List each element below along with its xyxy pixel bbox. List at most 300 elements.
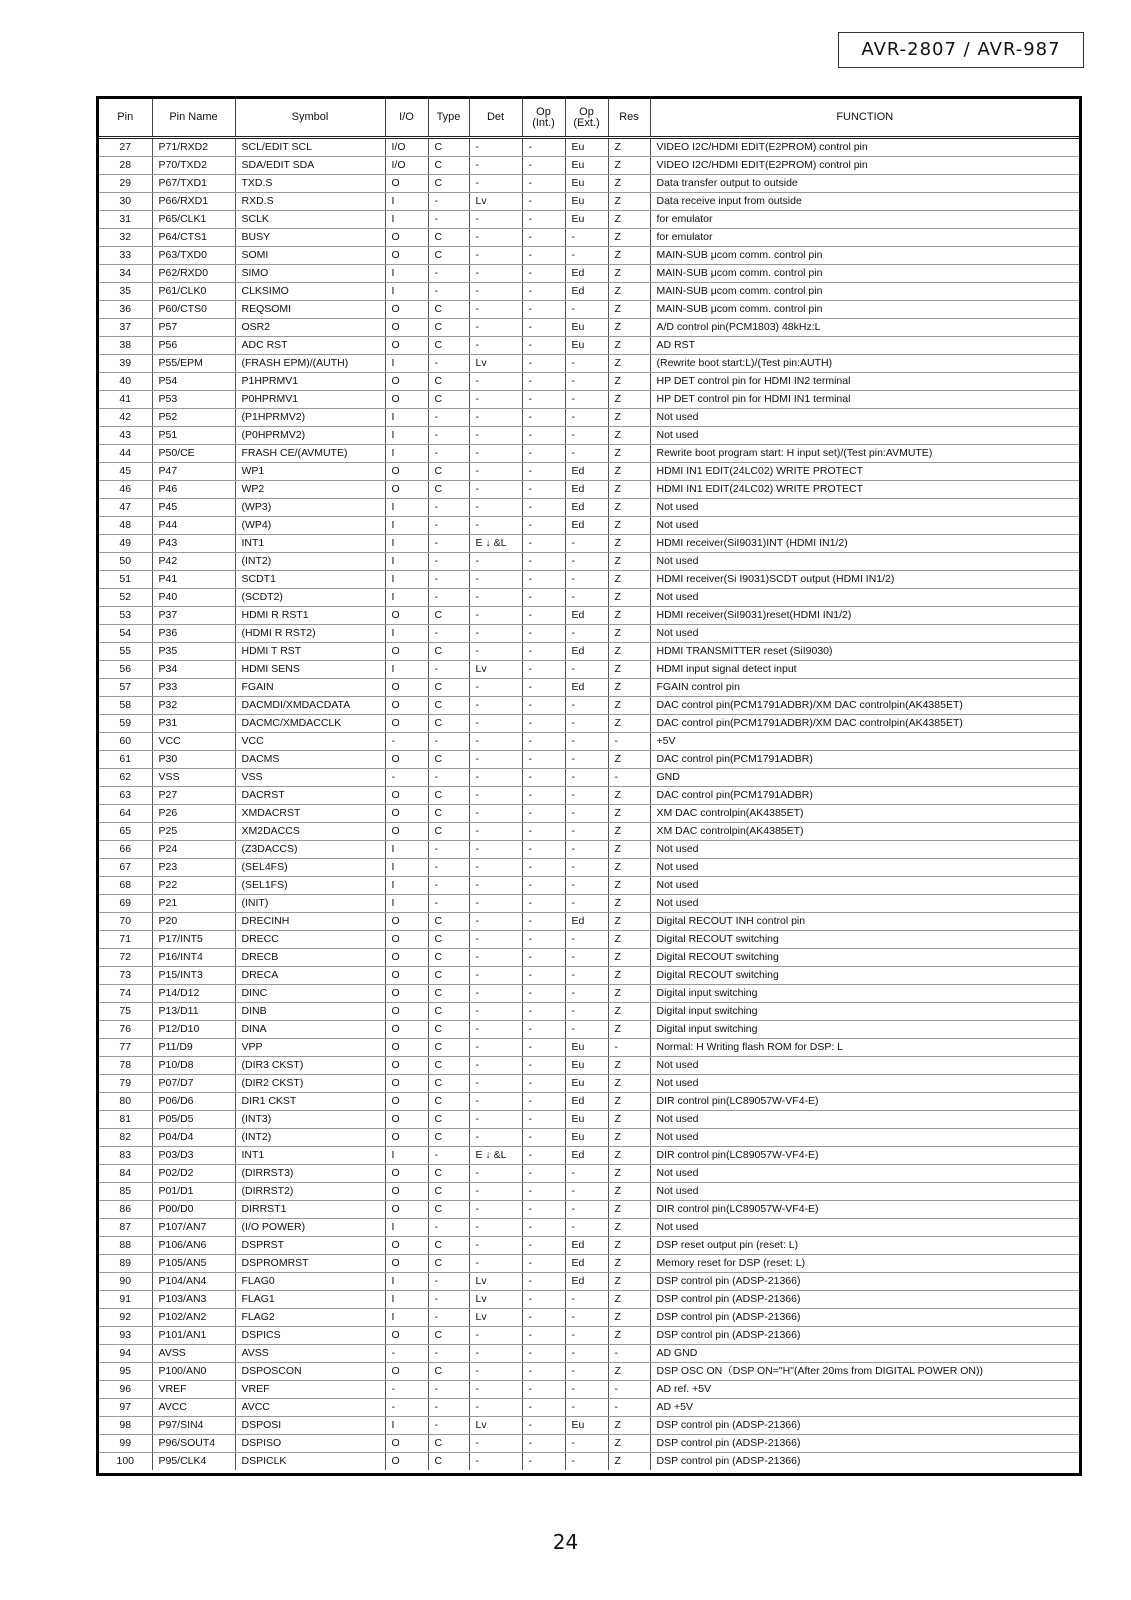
cell-type: C [428, 1003, 469, 1021]
cell-function: VIDEO I2C/HDMI EDIT(E2PROM) control pin [650, 157, 1079, 175]
cell-pin: 71 [99, 931, 152, 949]
cell-pin: 95 [99, 1363, 152, 1381]
cell-type: C [428, 1021, 469, 1039]
cell-op-ext: - [565, 715, 608, 733]
cell-symbol: (HDMI R RST2) [235, 625, 385, 643]
cell-pin-name: P11/D9 [152, 1039, 235, 1057]
cell-pin: 83 [99, 1147, 152, 1165]
cell-op-ext: - [565, 769, 608, 787]
cell-op-ext: - [565, 445, 608, 463]
cell-det: - [469, 229, 522, 247]
cell-op-int: - [522, 247, 565, 265]
cell-det: - [469, 481, 522, 499]
table-row [99, 481, 1079, 499]
cell-res: Z [608, 1309, 650, 1327]
cell-res: Z [608, 301, 650, 319]
cell-det: - [469, 787, 522, 805]
cell-pin: 35 [99, 283, 152, 301]
cell-io: O [385, 805, 428, 823]
cell-det: - [469, 373, 522, 391]
cell-det: - [469, 409, 522, 427]
cell-op-int: - [522, 1363, 565, 1381]
cell-op-ext: - [565, 1165, 608, 1183]
cell-function: Not used [650, 859, 1079, 877]
table-row [99, 625, 1079, 643]
cell-type: C [428, 1057, 469, 1075]
cell-function: AD ref. +5V [650, 1381, 1079, 1399]
table-row [99, 1219, 1079, 1237]
table-row [99, 1111, 1079, 1129]
cell-op-ext: Ed [565, 679, 608, 697]
cell-symbol: (I/O POWER) [235, 1219, 385, 1237]
table-row [99, 787, 1079, 805]
cell-res: Z [608, 1273, 650, 1291]
cell-function: DSP control pin (ADSP-21366) [650, 1435, 1079, 1453]
cell-type: - [428, 895, 469, 913]
cell-op-ext: - [565, 427, 608, 445]
cell-det: - [469, 571, 522, 589]
cell-symbol: DRECA [235, 967, 385, 985]
cell-pin-name: P00/D0 [152, 1201, 235, 1219]
cell-io: O [385, 229, 428, 247]
cell-pin-name: P15/INT3 [152, 967, 235, 985]
cell-pin-name: AVCC [152, 1399, 235, 1417]
cell-symbol: (FRASH EPM)/(AUTH) [235, 355, 385, 373]
cell-function: Not used [650, 841, 1079, 859]
table-row [99, 1183, 1079, 1201]
cell-pin: 86 [99, 1201, 152, 1219]
cell-pin-name: P53 [152, 391, 235, 409]
cell-res: Z [608, 157, 650, 175]
cell-op-int: - [522, 1021, 565, 1039]
table-row [99, 1273, 1079, 1291]
cell-pin: 51 [99, 571, 152, 589]
cell-symbol: DACMS [235, 751, 385, 769]
cell-io: I [385, 589, 428, 607]
cell-pin-name: P57 [152, 319, 235, 337]
cell-det: - [469, 841, 522, 859]
cell-io: O [385, 1453, 428, 1471]
cell-det: - [469, 895, 522, 913]
cell-symbol: VCC [235, 733, 385, 751]
cell-pin: 90 [99, 1273, 152, 1291]
cell-det: - [469, 1039, 522, 1057]
cell-op-ext: - [565, 1291, 608, 1309]
cell-det: - [469, 1237, 522, 1255]
table-row [99, 373, 1079, 391]
cell-symbol: (P0HPRMV2) [235, 427, 385, 445]
cell-det: - [469, 985, 522, 1003]
cell-type: - [428, 1399, 469, 1417]
cell-io: O [385, 607, 428, 625]
cell-symbol: (INT2) [235, 553, 385, 571]
cell-pin: 84 [99, 1165, 152, 1183]
cell-op-ext: Eu [565, 211, 608, 229]
cell-symbol: SOMI [235, 247, 385, 265]
table-row [99, 427, 1079, 445]
cell-pin: 42 [99, 409, 152, 427]
cell-pin-name: P95/CLK4 [152, 1453, 235, 1471]
cell-op-int: - [522, 1003, 565, 1021]
cell-symbol: DINB [235, 1003, 385, 1021]
cell-pin-name: P03/D3 [152, 1147, 235, 1165]
cell-type: - [428, 265, 469, 283]
cell-function: Not used [650, 1111, 1079, 1129]
cell-op-int: - [522, 1111, 565, 1129]
cell-pin: 54 [99, 625, 152, 643]
cell-res: Z [608, 823, 650, 841]
cell-det: - [469, 1327, 522, 1345]
cell-det: - [469, 625, 522, 643]
cell-pin: 52 [99, 589, 152, 607]
cell-det: - [469, 463, 522, 481]
cell-function: Digital RECOUT INH control pin [650, 913, 1079, 931]
cell-pin: 65 [99, 823, 152, 841]
cell-det: - [469, 1021, 522, 1039]
cell-function: Data transfer output to outside [650, 175, 1079, 193]
table-row [99, 769, 1079, 787]
cell-io: I [385, 427, 428, 445]
cell-io: I [385, 355, 428, 373]
table-header-row [99, 99, 1079, 138]
cell-det: - [469, 877, 522, 895]
cell-det: - [469, 1345, 522, 1363]
table-row [99, 877, 1079, 895]
cell-symbol: XMDACRST [235, 805, 385, 823]
cell-io: O [385, 1255, 428, 1273]
cell-symbol: VPP [235, 1039, 385, 1057]
cell-symbol: DACMC/XMDACCLK [235, 715, 385, 733]
cell-pin: 58 [99, 697, 152, 715]
cell-op-int: - [522, 301, 565, 319]
table-row [99, 1039, 1079, 1057]
cell-det: Lv [469, 1309, 522, 1327]
table-row [99, 697, 1079, 715]
cell-det: - [469, 301, 522, 319]
cell-res: Z [608, 1021, 650, 1039]
cell-res: Z [608, 967, 650, 985]
cell-res: Z [608, 607, 650, 625]
cell-op-ext: Eu [565, 1057, 608, 1075]
cell-pin-name: P62/RXD0 [152, 265, 235, 283]
cell-pin: 50 [99, 553, 152, 571]
cell-io: I [385, 517, 428, 535]
cell-io: I [385, 1219, 428, 1237]
table-row [99, 1435, 1079, 1453]
cell-symbol: WP2 [235, 481, 385, 499]
cell-symbol: FRASH CE/(AVMUTE) [235, 445, 385, 463]
cell-type: C [428, 175, 469, 193]
table-row [99, 138, 1079, 157]
cell-io: O [385, 481, 428, 499]
table-row [99, 175, 1079, 193]
cell-op-ext: - [565, 697, 608, 715]
cell-res: Z [608, 247, 650, 265]
cell-op-int: - [522, 175, 565, 193]
cell-res: Z [608, 265, 650, 283]
cell-symbol: DACMDI/XMDACDATA [235, 697, 385, 715]
cell-det: Lv [469, 661, 522, 679]
cell-type: C [428, 1093, 469, 1111]
cell-pin-name: P32 [152, 697, 235, 715]
cell-pin: 45 [99, 463, 152, 481]
cell-symbol: (SEL1FS) [235, 877, 385, 895]
table-row [99, 841, 1079, 859]
cell-function: HDMI IN1 EDIT(24LC02) WRITE PROTECT [650, 481, 1079, 499]
cell-pin-name: P65/CLK1 [152, 211, 235, 229]
cell-pin: 48 [99, 517, 152, 535]
cell-res: - [608, 1345, 650, 1363]
cell-symbol: RXD.S [235, 193, 385, 211]
cell-function: DSP control pin (ADSP-21366) [650, 1417, 1079, 1435]
cell-function: Digital input switching [650, 1003, 1079, 1021]
cell-pin-name: P17/INT5 [152, 931, 235, 949]
cell-type: C [428, 1111, 469, 1129]
cell-pin: 100 [99, 1453, 152, 1471]
cell-pin: 29 [99, 175, 152, 193]
cell-function: HDMI receiver(SiI9031)reset(HDMI IN1/2) [650, 607, 1079, 625]
cell-det: - [469, 427, 522, 445]
cell-pin: 82 [99, 1129, 152, 1147]
cell-op-ext: - [565, 1363, 608, 1381]
cell-io: O [385, 1093, 428, 1111]
cell-function: HDMI receiver(SiI9031)INT (HDMI IN1/2) [650, 535, 1079, 553]
cell-op-ext: Ed [565, 481, 608, 499]
cell-symbol: (INT3) [235, 1111, 385, 1129]
cell-symbol: OSR2 [235, 319, 385, 337]
cell-function: Not used [650, 427, 1079, 445]
cell-pin-name: P06/D6 [152, 1093, 235, 1111]
cell-det: Lv [469, 355, 522, 373]
cell-function: (Rewrite boot start:L)/(Test pin:AUTH) [650, 355, 1079, 373]
cell-pin-name: P02/D2 [152, 1165, 235, 1183]
cell-io: I [385, 661, 428, 679]
cell-type: - [428, 535, 469, 553]
cell-res: Z [608, 391, 650, 409]
cell-op-ext: - [565, 877, 608, 895]
table-row [99, 1399, 1079, 1417]
cell-pin-name: P30 [152, 751, 235, 769]
cell-pin-name: P20 [152, 913, 235, 931]
cell-type: C [428, 1165, 469, 1183]
cell-res: - [608, 1381, 650, 1399]
cell-det: - [469, 715, 522, 733]
cell-det: - [469, 265, 522, 283]
cell-res: Z [608, 1255, 650, 1273]
cell-op-ext: - [565, 895, 608, 913]
cell-pin: 32 [99, 229, 152, 247]
cell-op-int: - [522, 517, 565, 535]
cell-function: DSP OSC ON（DSP ON="H"(After 20ms from DIGITAL POWER ON)) [650, 1363, 1079, 1381]
cell-function: VIDEO I2C/HDMI EDIT(E2PROM) control pin [650, 138, 1079, 157]
cell-pin: 75 [99, 1003, 152, 1021]
cell-function: Not used [650, 589, 1079, 607]
table-row [99, 823, 1079, 841]
cell-io: O [385, 697, 428, 715]
cell-det: - [469, 1129, 522, 1147]
cell-io: O [385, 1165, 428, 1183]
cell-op-ext: - [565, 301, 608, 319]
cell-pin-name: P46 [152, 481, 235, 499]
cell-pin: 38 [99, 337, 152, 355]
cell-det: - [469, 805, 522, 823]
cell-det: - [469, 445, 522, 463]
cell-op-int: - [522, 1381, 565, 1399]
cell-op-int: - [522, 589, 565, 607]
cell-res: Z [608, 373, 650, 391]
cell-res: Z [608, 1165, 650, 1183]
cell-pin-name: P97/SIN4 [152, 1417, 235, 1435]
cell-res: Z [608, 1129, 650, 1147]
cell-pin-name: P22 [152, 877, 235, 895]
cell-function: DSP control pin (ADSP-21366) [650, 1327, 1079, 1345]
cell-pin: 91 [99, 1291, 152, 1309]
cell-res: Z [608, 463, 650, 481]
cell-type: - [428, 1273, 469, 1291]
cell-res: Z [608, 1057, 650, 1075]
cell-type: - [428, 517, 469, 535]
cell-io: I [385, 1273, 428, 1291]
cell-symbol: VREF [235, 1381, 385, 1399]
cell-function: GND [650, 769, 1079, 787]
cell-symbol: (WP3) [235, 499, 385, 517]
cell-det: - [469, 733, 522, 751]
cell-op-int: - [522, 391, 565, 409]
cell-op-ext: Ed [565, 643, 608, 661]
cell-pin: 46 [99, 481, 152, 499]
cell-det: - [469, 1075, 522, 1093]
cell-io: O [385, 1039, 428, 1057]
cell-pin: 43 [99, 427, 152, 445]
cell-io: O [385, 715, 428, 733]
cell-symbol: HDMI SENS [235, 661, 385, 679]
table-row [99, 1147, 1079, 1165]
cell-op-int: - [522, 1201, 565, 1219]
cell-pin: 67 [99, 859, 152, 877]
cell-op-int: - [522, 265, 565, 283]
cell-op-ext: - [565, 1435, 608, 1453]
cell-pin-name: P16/INT4 [152, 949, 235, 967]
table-row [99, 643, 1079, 661]
cell-pin: 69 [99, 895, 152, 913]
cell-type: C [428, 481, 469, 499]
cell-op-ext: - [565, 985, 608, 1003]
cell-res: Z [608, 661, 650, 679]
cell-symbol: DIR1 CKST [235, 1093, 385, 1111]
cell-det: - [469, 1363, 522, 1381]
table-row [99, 1363, 1079, 1381]
table-row [99, 391, 1079, 409]
cell-symbol: SDA/EDIT SDA [235, 157, 385, 175]
cell-io: I [385, 1147, 428, 1165]
cell-io: - [385, 769, 428, 787]
cell-type: C [428, 1435, 469, 1453]
cell-pin: 94 [99, 1345, 152, 1363]
cell-io: O [385, 247, 428, 265]
cell-pin: 33 [99, 247, 152, 265]
cell-symbol: WP1 [235, 463, 385, 481]
cell-res: Z [608, 679, 650, 697]
cell-op-int: - [522, 1273, 565, 1291]
cell-res: Z [608, 1237, 650, 1255]
cell-symbol: P0HPRMV1 [235, 391, 385, 409]
cell-symbol: DACRST [235, 787, 385, 805]
cell-function: Digital input switching [650, 1021, 1079, 1039]
cell-function: Not used [650, 1075, 1079, 1093]
cell-type: - [428, 1147, 469, 1165]
cell-pin-name: P61/CLK0 [152, 283, 235, 301]
cell-res: - [608, 1039, 650, 1057]
cell-symbol: DSPICS [235, 1327, 385, 1345]
cell-res: Z [608, 589, 650, 607]
cell-pin: 47 [99, 499, 152, 517]
cell-det: Lv [469, 1273, 522, 1291]
cell-pin: 98 [99, 1417, 152, 1435]
cell-function: FGAIN control pin [650, 679, 1079, 697]
cell-op-int: - [522, 895, 565, 913]
cell-res: Z [608, 535, 650, 553]
cell-res: - [608, 1399, 650, 1417]
cell-function: Not used [650, 877, 1079, 895]
cell-type: - [428, 553, 469, 571]
cell-function: AD GND [650, 1345, 1079, 1363]
cell-op-int: - [522, 535, 565, 553]
cell-op-ext: Ed [565, 607, 608, 625]
cell-op-ext: - [565, 535, 608, 553]
cell-res: Z [608, 1093, 650, 1111]
cell-type: - [428, 1417, 469, 1435]
cell-det: - [469, 859, 522, 877]
cell-op-ext: - [565, 787, 608, 805]
cell-symbol: SCDT1 [235, 571, 385, 589]
cell-io: I [385, 211, 428, 229]
cell-op-int: - [522, 697, 565, 715]
cell-pin: 88 [99, 1237, 152, 1255]
cell-op-int: - [522, 859, 565, 877]
table-row [99, 499, 1079, 517]
cell-symbol: FGAIN [235, 679, 385, 697]
cell-res: Z [608, 1183, 650, 1201]
cell-det: - [469, 391, 522, 409]
cell-pin-name: VSS [152, 769, 235, 787]
cell-io: O [385, 1237, 428, 1255]
cell-op-ext: Ed [565, 499, 608, 517]
cell-res: Z [608, 445, 650, 463]
cell-res: Z [608, 517, 650, 535]
cell-pin: 30 [99, 193, 152, 211]
cell-type: - [428, 1381, 469, 1399]
cell-op-int: - [522, 355, 565, 373]
cell-type: C [428, 138, 469, 157]
cell-symbol: REQSOMI [235, 301, 385, 319]
cell-type: - [428, 877, 469, 895]
cell-type: C [428, 697, 469, 715]
cell-det: - [469, 157, 522, 175]
cell-res: - [608, 769, 650, 787]
cell-pin: 74 [99, 985, 152, 1003]
cell-io: - [385, 733, 428, 751]
table-row [99, 463, 1079, 481]
table-row [99, 1417, 1079, 1435]
cell-res: Z [608, 931, 650, 949]
table-row [99, 1345, 1079, 1363]
cell-function: Digital RECOUT switching [650, 949, 1079, 967]
cell-res: Z [608, 193, 650, 211]
table-row [99, 283, 1079, 301]
cell-symbol: HDMI T RST [235, 643, 385, 661]
cell-symbol: AVSS [235, 1345, 385, 1363]
cell-pin: 92 [99, 1309, 152, 1327]
